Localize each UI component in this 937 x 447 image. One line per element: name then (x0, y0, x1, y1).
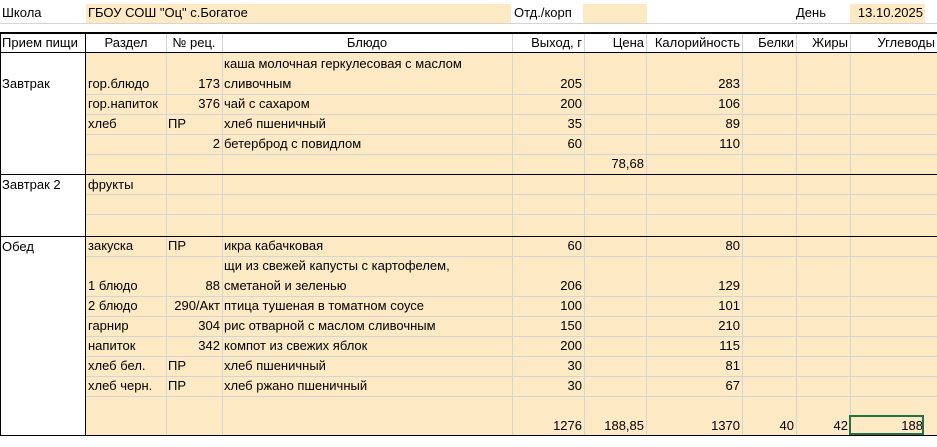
table-row-recipe[interactable]: ПР (168, 238, 187, 253)
meal-lunch: Обед (2, 239, 34, 254)
table-row-section[interactable]: 1 блюдо (88, 278, 138, 293)
table-row-calories[interactable]: 283 (718, 76, 740, 91)
table-row-section[interactable]: хлеб бел. (88, 358, 146, 373)
table-row-weight[interactable]: 30 (567, 358, 582, 373)
total-weight[interactable]: 1276 (553, 418, 582, 433)
table-row-calories[interactable]: 67 (725, 378, 740, 393)
table-row-calories[interactable]: 106 (718, 96, 740, 111)
table-row-weight[interactable]: 200 (560, 338, 582, 353)
total-carbs[interactable]: 188 (901, 418, 923, 433)
col-header-calories: Калорийность (654, 35, 740, 50)
table-row-calories[interactable]: 80 (725, 238, 740, 253)
table-row-recipe[interactable]: ПР (168, 358, 187, 373)
table-row-section[interactable]: гарнир (88, 318, 129, 333)
table-row-dish[interactable]: сливочным (224, 76, 292, 91)
table-row-weight[interactable]: 200 (560, 96, 582, 111)
table-row-section[interactable]: хлеб (88, 116, 117, 131)
table-row-recipe[interactable]: ПР (168, 116, 187, 131)
dept-fill (583, 4, 647, 23)
grid-line (0, 23, 937, 24)
left-border (0, 32, 1, 436)
school-name-cell[interactable]: ГБОУ СОШ "Оц" с.Богатое (88, 5, 248, 20)
table-row-calories[interactable]: 81 (725, 358, 740, 373)
date-cell[interactable]: 13.10.2025 (857, 5, 923, 20)
table-row-dish[interactable]: рис отварной с маслом сливочным (224, 318, 436, 333)
table-row-calories[interactable]: 110 (719, 136, 740, 151)
meal-breakfast: Завтрак (2, 76, 50, 91)
table-row-dish[interactable]: сметаной и зеленью (224, 278, 347, 293)
table-row-weight[interactable]: 205 (560, 76, 582, 91)
day-label: День (796, 5, 826, 20)
table-row-section[interactable]: хлеб черн. (88, 378, 153, 393)
table-row-recipe[interactable]: 376 (198, 96, 220, 111)
col-header-dish: Блюдо (346, 35, 388, 50)
section-border (0, 236, 937, 237)
table-row-recipe[interactable]: 304 (198, 318, 220, 333)
table-row-weight[interactable]: 60 (567, 238, 582, 253)
table-row-recipe[interactable]: 342 (198, 338, 220, 353)
table-row-calories[interactable]: 101 (718, 298, 740, 313)
table-row-recipe[interactable]: ПР (168, 378, 187, 393)
table-row-recipe[interactable]: 88 (205, 278, 220, 293)
table-row-dish[interactable]: хлеб пшеничный (224, 116, 326, 131)
table-row-dish[interactable]: компот из свежих яблок (224, 338, 368, 353)
total-calories[interactable]: 1370 (711, 418, 740, 433)
breakfast-price-cell[interactable]: 78,68 (611, 156, 644, 171)
table-row-dish[interactable]: чай с сахаром (224, 96, 310, 111)
table-row-section[interactable]: закуска (88, 238, 134, 253)
selected-cell[interactable] (849, 415, 924, 435)
section-border (0, 174, 937, 175)
table-row-weight[interactable]: 150 (560, 318, 582, 333)
total-fat[interactable]: 42 (833, 418, 848, 433)
total-price[interactable]: 188,85 (604, 418, 644, 433)
col-header-protein: Белки (758, 35, 794, 50)
table-row-recipe[interactable]: 290/Акт (174, 298, 220, 313)
dept-label: Отд./корп (514, 5, 572, 20)
bottom-border (0, 435, 937, 436)
meal-col-border (85, 32, 86, 436)
table-row-dish[interactable]: каша молочная геркулесовая с маслом (224, 56, 462, 71)
table-row-dish[interactable]: птица тушеная в томатном соусе (224, 298, 425, 313)
table-row-weight[interactable]: 60 (567, 136, 582, 151)
table-row-weight[interactable]: 30 (567, 378, 582, 393)
meal-breakfast-2: Завтрак 2 (2, 177, 61, 192)
table-row-dish[interactable]: щи из свежей капусты с картофелем, (224, 258, 450, 273)
col-header-price: Цена (612, 35, 644, 50)
col-header-meal: Прием пищи (2, 35, 78, 50)
table-row-section[interactable]: гор.напиток (88, 96, 158, 111)
col-header-weight: Выход, г (531, 35, 582, 50)
table-row-recipe[interactable]: 173 (198, 76, 220, 91)
table-row-dish[interactable]: хлеб пшеничный (224, 358, 326, 373)
col-header-fat: Жиры (812, 35, 848, 50)
table-row-calories[interactable]: 210 (718, 318, 740, 333)
header-top-border (0, 32, 937, 34)
table-row-calories[interactable]: 129 (718, 278, 740, 293)
table-row-weight[interactable]: 35 (567, 116, 582, 131)
table-row-dish[interactable]: бетерброд с повидлом (224, 136, 362, 151)
table-row-recipe[interactable]: 2 (212, 136, 220, 151)
table-row-section[interactable]: гор.блюдо (88, 76, 150, 91)
table-row-dish[interactable]: икра кабачковая (224, 238, 324, 253)
table-row-section[interactable]: 2 блюдо (88, 298, 138, 313)
col-header-recipe: № рец. (172, 35, 216, 50)
table-row-section[interactable]: напиток (88, 338, 136, 353)
col-header-section: Раздел (104, 35, 148, 50)
col-header-carbs: Углеводы (877, 35, 935, 50)
table-row-calories[interactable]: 89 (725, 116, 740, 131)
table-row-weight[interactable]: 206 (560, 278, 582, 293)
table-row-dish[interactable]: хлеб ржано пшеничный (224, 378, 368, 393)
school-label: Школа (2, 5, 42, 20)
header-bottom-border (0, 52, 937, 53)
total-protein[interactable]: 40 (779, 418, 794, 433)
table-row-weight[interactable]: 100 (560, 298, 582, 313)
table-row-calories[interactable]: 115 (719, 338, 740, 353)
table-row-section[interactable]: фрукты (88, 177, 134, 192)
